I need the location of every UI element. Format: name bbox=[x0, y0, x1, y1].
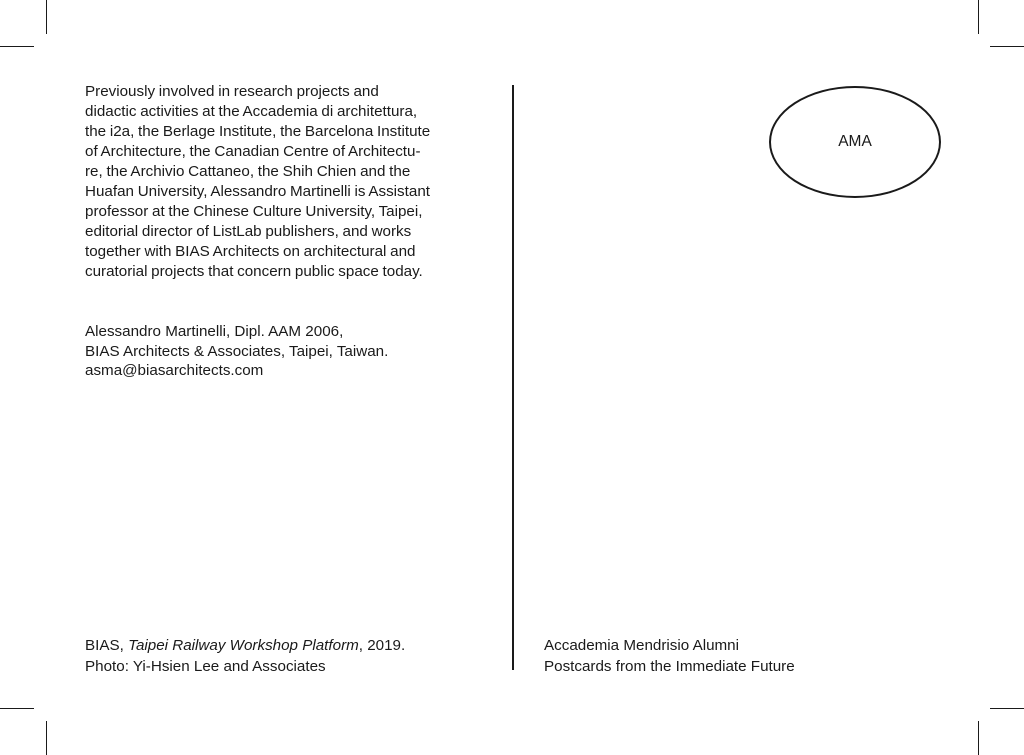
crop-mark-top-left-vertical bbox=[46, 0, 47, 34]
postcard-footer bbox=[544, 635, 795, 677]
stamp-label: AMA bbox=[838, 133, 872, 150]
footer-organization: Accademia Mendrisio Alumni bbox=[544, 637, 739, 654]
caption-prefix: BIAS, bbox=[85, 637, 129, 654]
biography-line: Huafan University, Alessandro Martinelli is Assistant bbox=[85, 183, 430, 200]
biography-line: didactic activities at the Accademia di architettura, bbox=[85, 103, 418, 120]
biography-line: the i2a, the Berlage Institute, the Barcelona Institute bbox=[85, 123, 431, 140]
biography-line: curatorial projects that concern public space today. bbox=[85, 263, 423, 280]
footer-series-title: Postcards from the Immediate Future bbox=[544, 658, 795, 675]
biography-paragraph bbox=[85, 82, 495, 282]
biography-line: of Architecture, the Canadian Centre of Architectu- bbox=[85, 143, 421, 160]
contact-block bbox=[85, 322, 388, 381]
contact-name: Alessandro Martinelli, Dipl. AAM 2006, bbox=[85, 323, 344, 340]
biography-line: professor at the Chinese Culture University, Taipei, bbox=[85, 203, 423, 220]
image-caption bbox=[85, 635, 405, 677]
biography-line: together with BIAS Architects on architectural and bbox=[85, 243, 416, 260]
postcard-divider bbox=[512, 85, 514, 670]
crop-mark-bottom-left-horizontal bbox=[0, 708, 34, 709]
biography-line: re, the Archivio Cattaneo, the Shih Chien and the bbox=[85, 163, 411, 180]
crop-mark-bottom-right-vertical bbox=[978, 721, 979, 755]
caption-photo-credit: Photo: Yi-Hsien Lee and Associates bbox=[85, 658, 326, 675]
caption-suffix: , 2019. bbox=[358, 637, 406, 654]
crop-mark-bottom-left-vertical bbox=[46, 721, 47, 755]
crop-mark-top-right-horizontal bbox=[990, 46, 1024, 47]
caption-work-title: Taipei Railway Workshop Platform bbox=[128, 637, 359, 654]
stamp-oval bbox=[769, 86, 941, 198]
crop-mark-top-left-horizontal bbox=[0, 46, 34, 47]
crop-mark-bottom-right-horizontal bbox=[990, 708, 1024, 709]
crop-mark-top-right-vertical bbox=[978, 0, 979, 34]
contact-email[interactable]: asma@biasarchitects.com bbox=[85, 362, 264, 379]
contact-company: BIAS Architects & Associates, Taipei, Taiwan. bbox=[85, 342, 389, 360]
biography-line: Previously involved in research projects and bbox=[85, 83, 379, 100]
biography-line: editorial director of ListLab publishers, and works bbox=[85, 223, 412, 240]
caption-title-line bbox=[85, 635, 405, 656]
